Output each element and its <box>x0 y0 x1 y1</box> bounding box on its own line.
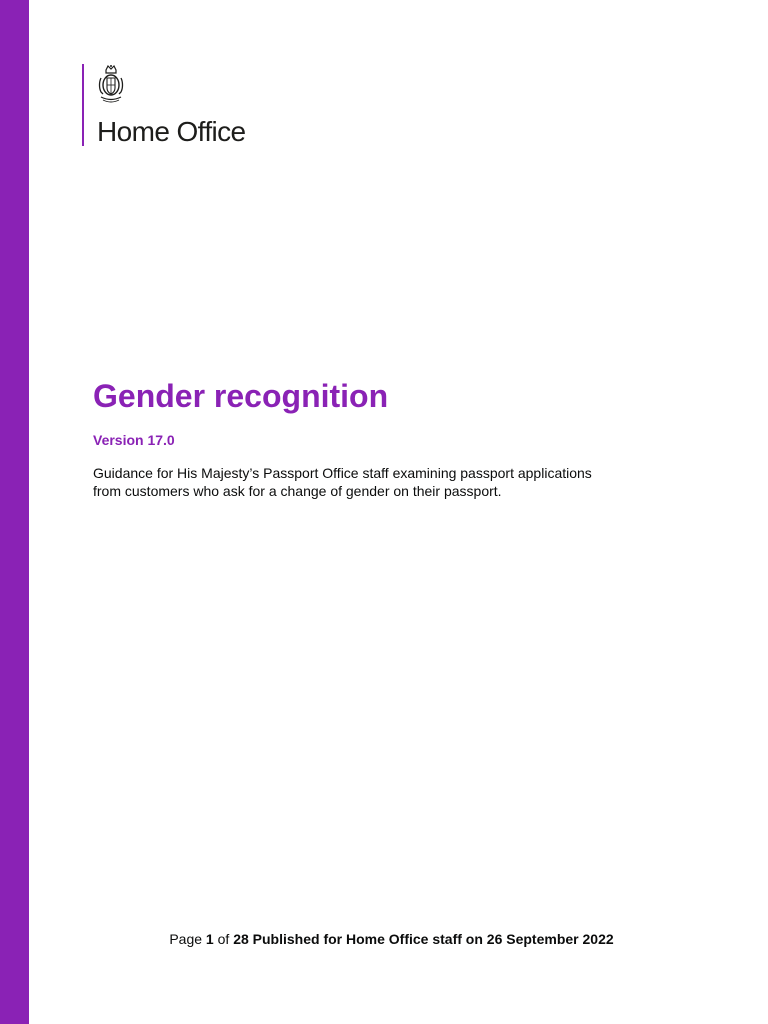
side-color-band <box>0 0 29 1024</box>
logo-rule <box>82 64 84 146</box>
page-total: 28 <box>233 931 249 947</box>
logo-body <box>97 64 246 146</box>
description-line-1: Guidance for His Majesty’s Passport Office staff examining passport applications <box>93 465 592 481</box>
page-footer <box>0 930 768 948</box>
page-current: 1 <box>205 931 214 947</box>
document-title: Gender recognition <box>93 378 389 414</box>
published-text: Published for Home Office staff on 26 September 2022 <box>252 931 614 947</box>
home-office-logo <box>82 64 246 146</box>
page-prefix: Page <box>169 931 203 947</box>
logo-text: Home Office <box>97 116 246 147</box>
royal-coat-of-arms-icon <box>98 64 124 116</box>
document-description <box>93 464 673 500</box>
description-line-2: from customers who ask for a change of gender on their passport. <box>93 483 502 499</box>
document-version: Version 17.0 <box>93 432 175 448</box>
of-label: of <box>217 931 230 947</box>
